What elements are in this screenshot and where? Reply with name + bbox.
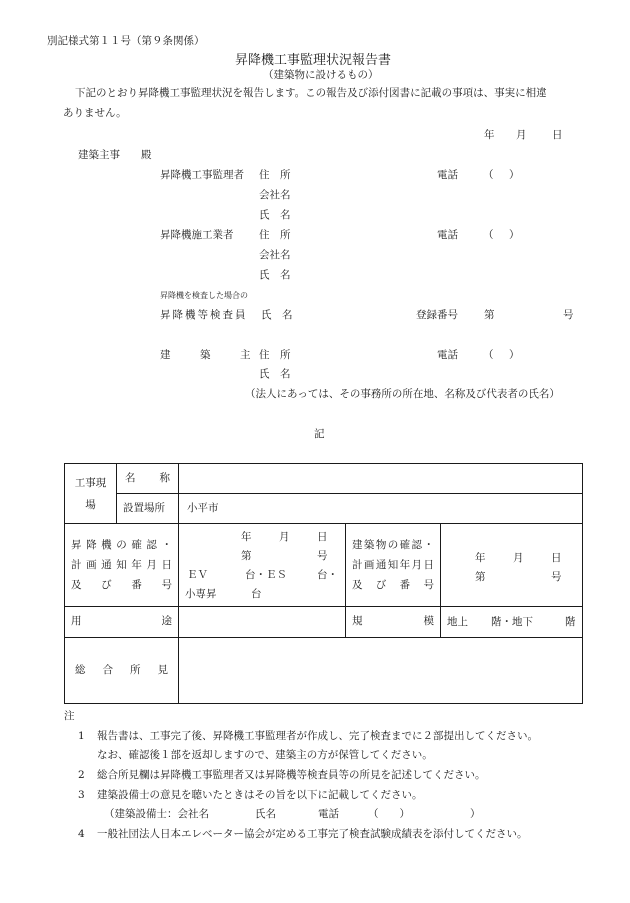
note-3-text: 建築設備士の意見を聴いたときはその旨を以下に記載してください。 (97, 789, 423, 801)
name-label-1: 名 (125, 471, 136, 484)
supervisor-name-label: 氏 名 (259, 209, 291, 221)
contractor-phone-label: 電話 (437, 229, 458, 241)
use-label-cell (65, 607, 179, 638)
elevator-confirm-field[interactable]: 年 月 日 第 号 ＥＶ 台・ＥＳ 台・ 小専昇 台 (179, 524, 346, 607)
floors-label: 階 (565, 616, 576, 628)
registration-number-label: 登録番号 (416, 309, 458, 321)
note-3-sub-paren: （ ） (368, 808, 410, 820)
owner-phone-open: （ (483, 349, 494, 361)
owner-label-1: 建 (160, 349, 171, 361)
owner-label-3: 主 (240, 349, 251, 361)
floors-below-label: 階・地下 (491, 616, 533, 628)
building-confirm-field[interactable]: 年 月 日 第 号 (441, 524, 583, 607)
scale-label-1: 規 (352, 615, 363, 628)
location-label: 設置場所 (123, 501, 165, 514)
form-number: 別記様式第１１号（第９条関係） (47, 35, 205, 47)
registration-go: 号 (563, 309, 574, 321)
note-1-text2: なお、確認後１部を返却しますので、建築主の方が保管してください。 (97, 749, 433, 761)
supervisor-company-label: 会社名 (259, 189, 291, 201)
ev-label: ＥＶ (187, 569, 208, 581)
notes-label: 注 (64, 710, 75, 722)
inspector-name-label: 氏 名 (261, 309, 293, 321)
elevator-confirm-line3: 及 び 番 号 (71, 579, 172, 591)
contractor-label: 昇降機施工業者 (160, 229, 234, 241)
contractor-name-label: 氏 名 (259, 269, 291, 281)
page-subtitle: （建築物に設けるもの） (263, 69, 379, 81)
opinion-label-cell: 総 合 所 見 (65, 638, 179, 704)
scale-label-cell (346, 607, 441, 638)
page-title: 昇降機工事監理状況報告書 (235, 53, 392, 68)
location-field[interactable] (179, 494, 583, 524)
note-3-sub-phone: 電話 (318, 808, 339, 820)
scale-field[interactable] (441, 607, 583, 638)
name-label-cell (117, 464, 179, 494)
note-3-sub-close: ） (470, 808, 481, 820)
site-label-line1: 工事現 (74, 476, 107, 489)
date-year: 年 (484, 129, 495, 141)
es-unit: 台・ (317, 569, 338, 581)
supervisor-phone-open: （ (483, 169, 494, 181)
supervisor-label: 昇降機工事監理者 (160, 169, 244, 181)
elevator-confirm-label-cell (65, 524, 179, 607)
note-3-sub-company: （建築設備士：会社名 (104, 808, 209, 820)
intro-text-line2: ありません。 (63, 107, 127, 119)
ev-unit: 台・ＥＳ (245, 569, 287, 581)
note-3-number: 3 (78, 789, 85, 801)
scale-label-2: 模 (423, 615, 434, 628)
above-ground-label: 地上 (447, 616, 468, 628)
contractor-company-label: 会社名 (259, 249, 291, 261)
note-2-text: 総合所見欄は昇降機工事監理者又は昇降機等検査員等の所見を記述してください。 (97, 769, 486, 781)
building-confirm-label-cell (346, 524, 441, 607)
small-lift-unit: 台 (251, 588, 262, 600)
site-name-field[interactable] (179, 464, 583, 494)
date-month: 月 (516, 129, 527, 141)
site-label-cell (65, 464, 117, 524)
note-4-text: 一般社団法人日本エレベーター協会が定める工事完了検査試験成績表を添付してください。 (97, 828, 528, 840)
ki-heading: 記 (314, 428, 325, 440)
note-4-number: 4 (78, 828, 85, 840)
use-field[interactable] (179, 607, 346, 638)
small-lift-label: 小専昇 (185, 588, 217, 600)
contractor-address-label: 住 所 (259, 229, 291, 241)
intro-text-line1: 下記のとおり昇降機工事監理状況を報告します。この報告及び添付図書に記載の事項は、事実に相違 (75, 87, 547, 99)
building-confirm-line2: 計 画 通 知 年 月 日 (352, 559, 434, 571)
name-label-2: 称 (159, 471, 170, 484)
corporate-note: （法人にあっては、その事務所の所在地、名称及び代表者の氏名） (245, 388, 560, 400)
note-3-sub-name: 氏名 (255, 808, 276, 820)
supervisor-phone-close: ） (509, 169, 520, 181)
opinion-field[interactable] (179, 638, 583, 704)
elevator-confirm-line1: 昇 降 機 の 確 認 ・ (71, 539, 172, 551)
note-1-text: 報告書は、工事完了後、昇降機工事監理者が作成し、完了検査までに２部提出してください。 (97, 730, 538, 742)
owner-phone-close: ） (509, 349, 520, 361)
owner-address-label: 住 所 (259, 349, 291, 361)
note-1-number: 1 (78, 730, 85, 742)
inspector-note: 昇降機を検査した場合の (160, 291, 248, 300)
building-confirm-line1: 建 築 物 の 確 認 ・ (352, 539, 434, 551)
contractor-phone-open: （ (483, 229, 494, 241)
report-table (64, 463, 583, 704)
owner-name-label: 氏 名 (259, 368, 291, 380)
date-day: 日 (552, 129, 563, 141)
location-label-cell (117, 494, 179, 524)
owner-phone-label: 電話 (437, 349, 458, 361)
site-label-line2: 場 (85, 498, 96, 511)
supervisor-address-label: 住 所 (259, 169, 291, 181)
elevator-confirm-line2: 計 画 通 知 年 月 日 (71, 559, 172, 571)
use-label-1: 用 (71, 615, 82, 628)
use-label-2: 途 (161, 615, 172, 628)
addressee: 建築主事 殿 (78, 149, 152, 161)
location-value: 小平市 (187, 501, 219, 514)
owner-label-2: 築 (200, 349, 211, 361)
supervisor-phone-label: 電話 (437, 169, 458, 181)
note-2-number: 2 (78, 769, 85, 781)
registration-dai: 第 (484, 309, 495, 321)
inspector-label: 昇降機等検査員 (160, 309, 248, 321)
building-confirm-line3: 及 び 番 号 (352, 579, 434, 591)
contractor-phone-close: ） (509, 229, 520, 241)
